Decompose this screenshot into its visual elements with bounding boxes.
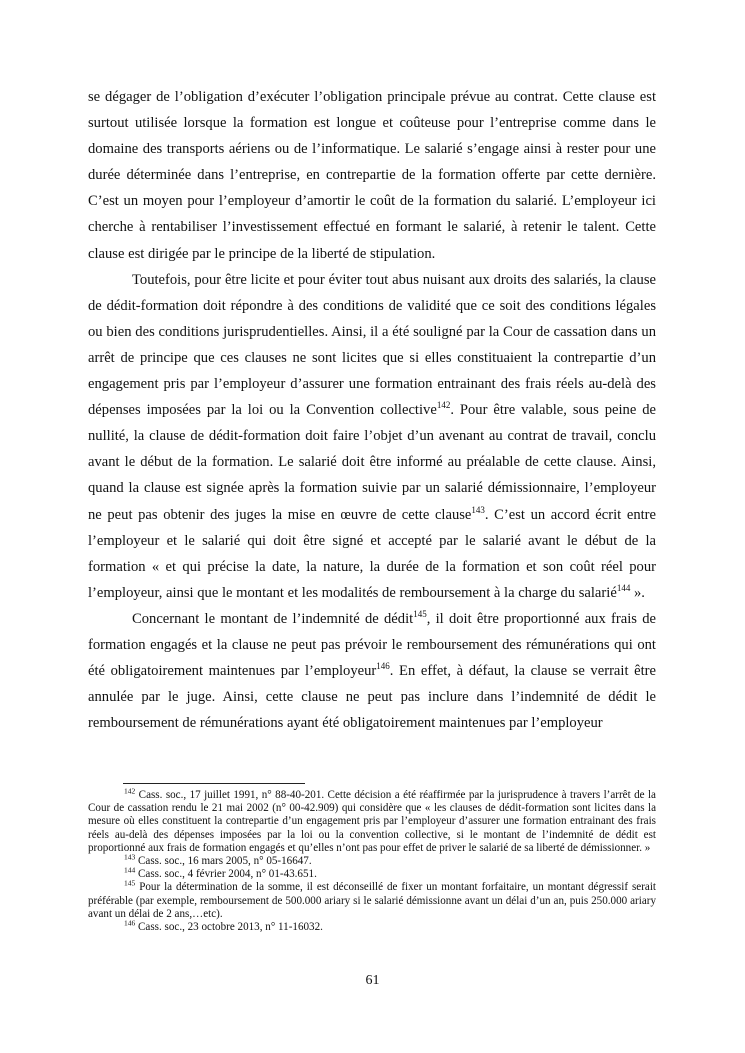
footnote-text: Cass. soc., 17 juillet 1991, n° 88-40-201. Cette décision a été réaffirmée par la jurisprudence à travers l’arrêt de la Cour de cassation rendu le 21 mai 2002 (n° 00-42.909) qui considère que « les clauses de dédit-formation sont licites dans la mesure où elles constituent la contrepartie d’un engagement pris par l’employeur d’assurer une formation entrainant des frais réels au-delà des dépenses imposées par la loi ou la convention collective, si le montant de l’indemnité de dédit est proportionné aux frais de formation engagés et qu’elles n’ont pas pour effet de priver le salarié de sa liberté de démissionner. » — [88, 789, 656, 854]
footnote-number: 143 — [124, 852, 136, 862]
footnote-text: Cass. soc., 4 février 2004, n° 01-43.651. — [135, 868, 317, 881]
paragraph-text: ». — [630, 584, 645, 601]
footnotes — [88, 786, 656, 934]
footnote-reference: 142 — [436, 400, 451, 411]
footnote-reference: 144 — [616, 582, 631, 593]
footnote-number: 145 — [124, 878, 136, 888]
footnote — [88, 878, 656, 921]
paragraph-text: Toutefois, pour être licite et pour éviter tout abus nuisant aux droits des salariés, la clause de dédit-formation doit répondre à des conditions de validité que ce soit des conditions légales ou bien des conditions jurisprudentielles. Ainsi, il a été souligné par la Cour de cassation dans un arrêt de principe que ces clauses ne sont licites que si elles constituaient la contrepartie d’un engagement pris par l’employeur d’assurer une formation entrainant des frais réels au-delà des dépenses imposées par la loi ou la Convention collective — [88, 271, 656, 419]
paragraph-text: Concernant le montant de l’indemnité de dédit — [132, 610, 414, 627]
paragraph-text: . C’est un accord écrit entre l’employeur et le salarié qui doit être signé et accepté par le salarié avant le début de la formation « et qui précise la date, la nature, la durée de la formation et son coût réel pour l’employeur, ainsi que le montant et les modalités de remboursement à la charge du salarié — [88, 506, 657, 601]
paragraph — [88, 606, 656, 736]
paragraph-text: . En effet, à défaut, la clause se verrait être annulée par le juge. Ainsi, cette clause ne peut pas inclure dans l’indemnité de dédit le remboursement de rémunérations ayant été obligatoirement maintenues par l’employeur — [88, 663, 656, 732]
paragraph-text: , il doit être proportionné aux frais de formation engagés et la clause ne peut pas prévoir le remboursement des rémunérations qui ont été obligatoirement maintenues par l’employeur — [88, 610, 656, 680]
footnote — [88, 852, 656, 868]
footnote-separator — [123, 783, 305, 784]
footnote-reference: 143 — [471, 504, 485, 515]
paragraph-text: . Pour être valable, sous peine de nullité, la clause de dédit-formation doit faire l’objet d’un avenant au contrat de travail, conclu avant le début de la formation. Le salarié doit être informé au préalable de cette clause. Ainsi, quand la clause est signée après la formation suivie par un salarié démissionnaire, l’employeur ne peut pas obtenir des juges la mise en œuvre de cette clause — [88, 402, 656, 523]
body-text — [88, 84, 656, 736]
footnote — [88, 786, 656, 855]
page-number: 61 — [365, 973, 380, 988]
footnote-reference: 145 — [413, 609, 427, 620]
paragraph-text: se dégager de l’obligation d’exécuter l’obligation principale prévue au contrat. Cette clause est surtout utilisée lorsque la formation est longue et coûteuse pour l’entreprise comme dans le domaine des transports aériens ou de l’informatique. Le salarié s’engage ainsi à rester pour une durée déterminée dans l’entreprise, en contrepartie de la formation offerte par cette dernière. C’est un moyen pour l’employeur d’amortir le coût de la formation du salarié. L’employeur ici cherche à rentabiliser l’investissement effectué en formant le salarié, à retenir le talent. Cette clause est dirigée par le principe de la liberté de stipulation. — [88, 89, 656, 262]
footnote-text: Cass. soc., 16 mars 2005, n° 05-16647. — [135, 855, 312, 868]
footnote — [88, 918, 656, 934]
footnote-number: 144 — [124, 865, 136, 875]
footnote-reference: 146 — [376, 661, 390, 672]
paragraph — [88, 84, 656, 267]
footnote-number: 146 — [124, 918, 136, 928]
paragraph — [88, 267, 656, 606]
footnote — [88, 865, 656, 881]
footnote-text: Cass. soc., 23 octobre 2013, n° 11-16032. — [135, 921, 323, 934]
footnote-text: Pour la détermination de la somme, il est déconseillé de fixer un montant forfaitaire, un montant dégressif serait préférable (par exemple, remboursement de 500.000 ariary si le salarié démissionne avant un délai d’un an, puis 250.000 ariary avant un délai de 2 ans,…etc). — [88, 881, 656, 920]
footnote-number: 142 — [124, 786, 136, 796]
